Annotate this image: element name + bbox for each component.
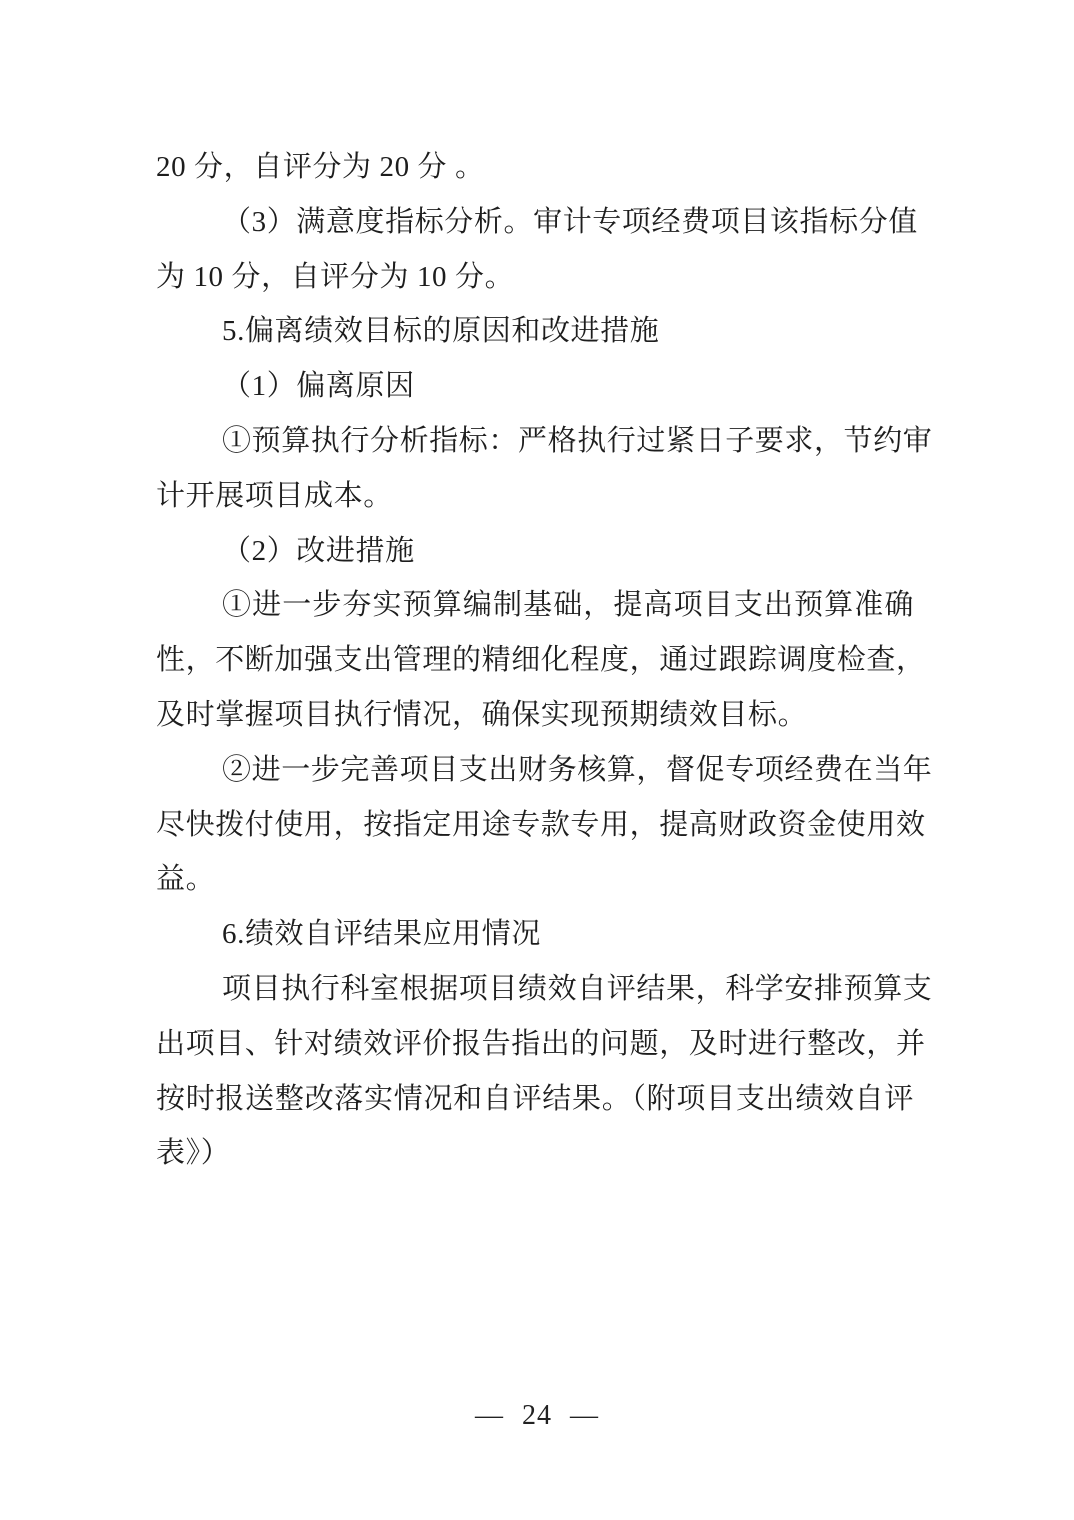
text-line: ②进一步完善项目支出财务核算，督促专项经费在当年 (222, 753, 933, 786)
text-line: ①进一步夯实预算编制基础，提高项目支出预算准确 (222, 589, 914, 622)
text-line: 项目执行科室根据项目绩效自评结果，科学安排预算支 (222, 972, 933, 1005)
page-footer (0, 1400, 1074, 1432)
text-line: ①预算执行分析指标：严格执行过紧日子要求，节约审 (222, 424, 933, 457)
subsection-heading: （2）改进措施 (222, 534, 415, 567)
subsection-heading: （1）偏离原因 (222, 370, 415, 403)
text-line: 益。 (156, 863, 216, 896)
page-number: 24 (522, 1400, 552, 1431)
text-line: （3）满意度指标分析。审计专项经费项目该指标分值 (222, 205, 918, 238)
text-line: 按时报送整改落实情况和自评结果。（附项目支出绩效自评 (156, 1082, 914, 1115)
section-heading: 6.绩效自评结果应用情况 (222, 918, 541, 951)
text-line: 及时掌握项目执行情况，确保实现预期绩效目标。 (156, 698, 808, 731)
footer-left-dash: — (475, 1400, 504, 1431)
section-heading: 5.偏离绩效目标的原因和改进措施 (222, 315, 660, 348)
text-line: 出项目、针对绩效评价报告指出的问题，及时进行整改，并 (156, 1027, 926, 1060)
text-line: 表》） (156, 1137, 231, 1170)
text-line: 20 分，自评分为 20 分 。 (156, 151, 485, 183)
text-line: 性，不断加强支出管理的精细化程度，通过跟踪调度检查， (156, 644, 926, 677)
document-body (156, 140, 933, 1181)
text-line: 计开展项目成本。 (156, 479, 393, 512)
text-line: 尽快拨付使用，按指定用途专款专用，提高财政资金使用效 (156, 808, 926, 841)
text-line: 为 10 分，自评分为 10 分。 (156, 260, 515, 293)
footer-right-dash: — (570, 1400, 599, 1431)
